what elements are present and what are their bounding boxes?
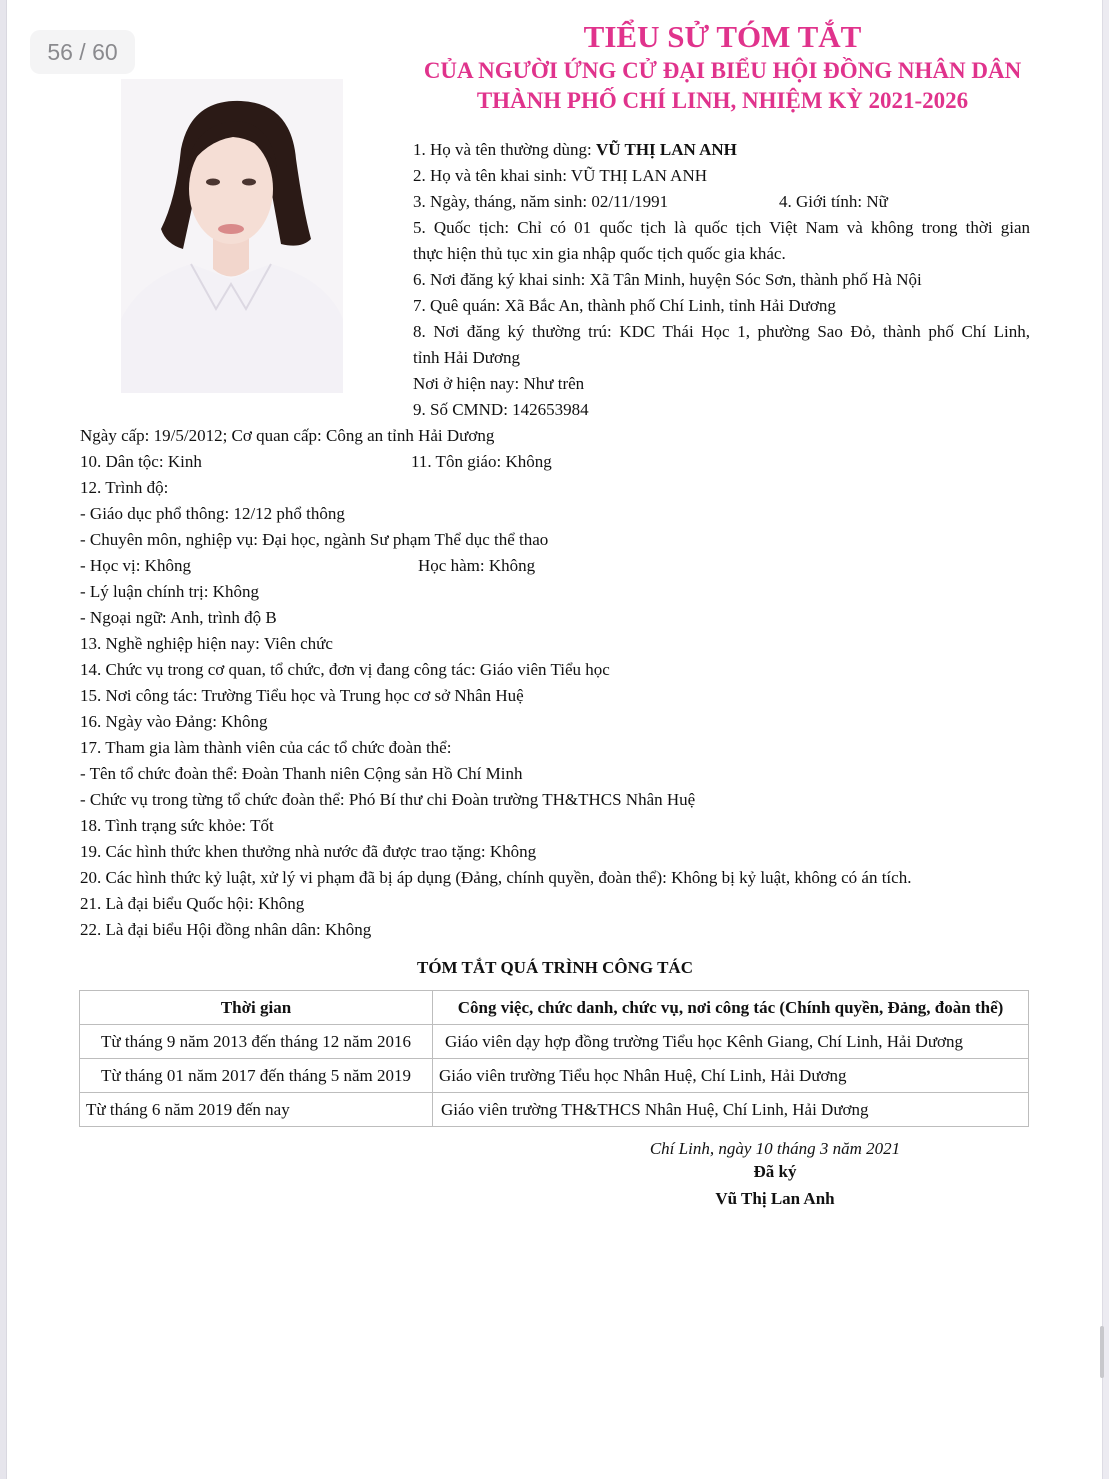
cell-role: Giáo viên dạy hợp đồng trường Tiểu học Kênh Giang, Chí Linh, Hải Dương: [433, 1025, 1029, 1059]
field-political-theory: - Lý luận chính trị: Không: [80, 582, 259, 601]
scrollbar-thumb[interactable]: [1100, 1326, 1104, 1378]
field-position: 14. Chức vụ trong cơ quan, tổ chức, đơn vị đang công tác: Giáo viên Tiểu học: [80, 660, 610, 679]
cell-time: Từ tháng 6 năm 2019 đến nay: [80, 1093, 433, 1127]
field-national-assembly: 21. Là đại biểu Quốc hội: Không: [80, 894, 305, 913]
field-general-education: - Giáo dục phổ thông: 12/12 phổ thông: [80, 504, 345, 523]
field-id-number: 9. Số CMND: 142653984: [413, 400, 589, 419]
field-foreign-language: - Ngoại ngữ: Anh, trình độ B: [80, 608, 277, 627]
field-gender: 4. Giới tính: Nữ: [779, 192, 888, 211]
field-id-issue: Ngày cấp: 19/5/2012; Cơ quan cấp: Công an tỉnh Hải Dương: [80, 426, 495, 445]
document-title-block: [400, 18, 1045, 116]
field-label: 1. Họ và tên thường dùng:: [413, 140, 596, 159]
field-workplace: 15. Nơi công tác: Trường Tiểu học và Trung học cơ sở Nhân Huệ: [80, 686, 524, 705]
work-history-table: [79, 990, 1029, 1127]
document-subtitle-1: CỦA NGƯỜI ỨNG CỬ ĐẠI BIỂU HỘI ĐỒNG NHÂN DÂN: [423, 58, 1022, 83]
field-academic-title: Học hàm: Không: [418, 556, 536, 575]
table-row: [80, 1093, 1029, 1127]
signature-name: Vũ Thị Lan Anh: [715, 1189, 835, 1208]
page-indicator: 56 / 60: [30, 30, 135, 74]
field-education-heading: 12. Trình độ:: [80, 478, 169, 497]
field-date-of-birth: 3. Ngày, tháng, năm sinh: 02/11/1991: [413, 192, 669, 211]
signature-signed: Đã ký: [753, 1162, 797, 1181]
field-occupation: 13. Nghề nghiệp hiện nay: Viên chức: [80, 634, 333, 653]
field-discipline: 20. Các hình thức kỷ luật, xử lý vi phạm đã bị áp dụng (Đảng, chính quyền, đoàn thể): Không bị kỷ luật, không có án tích.: [80, 868, 912, 887]
cell-time: Từ tháng 01 năm 2017 đến tháng 5 năm 2019: [80, 1059, 433, 1093]
field-health: 18. Tình trạng sức khỏe: Tốt: [80, 816, 274, 835]
field-degree: - Học vị: Không: [80, 556, 191, 575]
table-row: [80, 1059, 1029, 1093]
field-common-name: [413, 137, 737, 163]
field-religion: 11. Tôn giáo: Không: [411, 452, 552, 471]
portrait-illustration: [121, 79, 343, 393]
field-permanent-residence: 8. Nơi đăng ký thường trú: KDC Thái Học 1, phường Sao Đỏ, thành phố Chí Linh,: [413, 322, 1030, 341]
portrait-photo: [121, 79, 343, 393]
viewer-right-edge: [1102, 0, 1109, 1479]
table-header-row: [80, 991, 1029, 1025]
cell-role: Giáo viên trường TH&THCS Nhân Huệ, Chí Linh, Hải Dương: [433, 1093, 1029, 1127]
field-value: VŨ THỊ LAN ANH: [596, 140, 737, 159]
table-row: [80, 1025, 1029, 1059]
field-nationality: 5. Quốc tịch: Chỉ có 01 quốc tịch là quốc tịch Việt Nam và không trong thời gian: [413, 218, 1030, 237]
document-subtitle-2: THÀNH PHỐ CHÍ LINH, NHIỆM KỲ 2021-2026: [476, 88, 969, 113]
cell-time: Từ tháng 9 năm 2013 đến tháng 12 năm 2016: [80, 1025, 433, 1059]
field-birth-registration: 6. Nơi đăng ký khai sinh: Xã Tân Minh, huyện Sóc Sơn, thành phố Hà Nội: [413, 270, 922, 289]
field-ethnicity: 10. Dân tộc: Kinh: [80, 452, 202, 471]
field-nationality-cont: thực hiện thủ tục xin gia nhập quốc tịch quốc gia khác.: [413, 244, 786, 263]
column-header-role: Công việc, chức danh, chức vụ, nơi công tác (Chính quyền, Đảng, đoàn thể): [433, 991, 1029, 1025]
field-permanent-residence-cont: tỉnh Hải Dương: [413, 348, 520, 367]
signature-place-date: Chí Linh, ngày 10 tháng 3 năm 2021: [649, 1139, 901, 1158]
field-organizations: 17. Tham gia làm thành viên của các tổ chức đoàn thể:: [80, 738, 452, 757]
field-specialization: - Chuyên môn, nghiệp vụ: Đại học, ngành Sư phạm Thể dục thể thao: [80, 530, 549, 549]
field-hometown: 7. Quê quán: Xã Bắc An, thành phố Chí Linh, tỉnh Hải Dương: [413, 296, 836, 315]
field-awards: 19. Các hình thức khen thưởng nhà nước đã được trao tặng: Không: [80, 842, 537, 861]
document-title: TIỂU SỬ TÓM TẮT: [583, 19, 862, 54]
work-history-title: TÓM TẮT QUÁ TRÌNH CÔNG TÁC: [417, 958, 693, 977]
viewer-left-edge: [0, 0, 7, 1479]
field-current-residence: Nơi ở hiện nay: Như trên: [413, 374, 585, 393]
field-organization-name: - Tên tổ chức đoàn thể: Đoàn Thanh niên Cộng sản Hồ Chí Minh: [80, 764, 523, 783]
field-peoples-council: 22. Là đại biểu Hội đồng nhân dân: Không: [80, 920, 372, 939]
field-birth-name: 2. Họ và tên khai sinh: VŨ THỊ LAN ANH: [413, 166, 708, 185]
column-header-time: Thời gian: [80, 991, 433, 1025]
cell-role: Giáo viên trường Tiểu học Nhân Huệ, Chí Linh, Hải Dương: [433, 1059, 1029, 1093]
field-party-date: 16. Ngày vào Đảng: Không: [80, 712, 268, 731]
field-organization-role: - Chức vụ trong từng tổ chức đoàn thể: Phó Bí thư chi Đoàn trường TH&THCS Nhân Huệ: [80, 790, 696, 809]
